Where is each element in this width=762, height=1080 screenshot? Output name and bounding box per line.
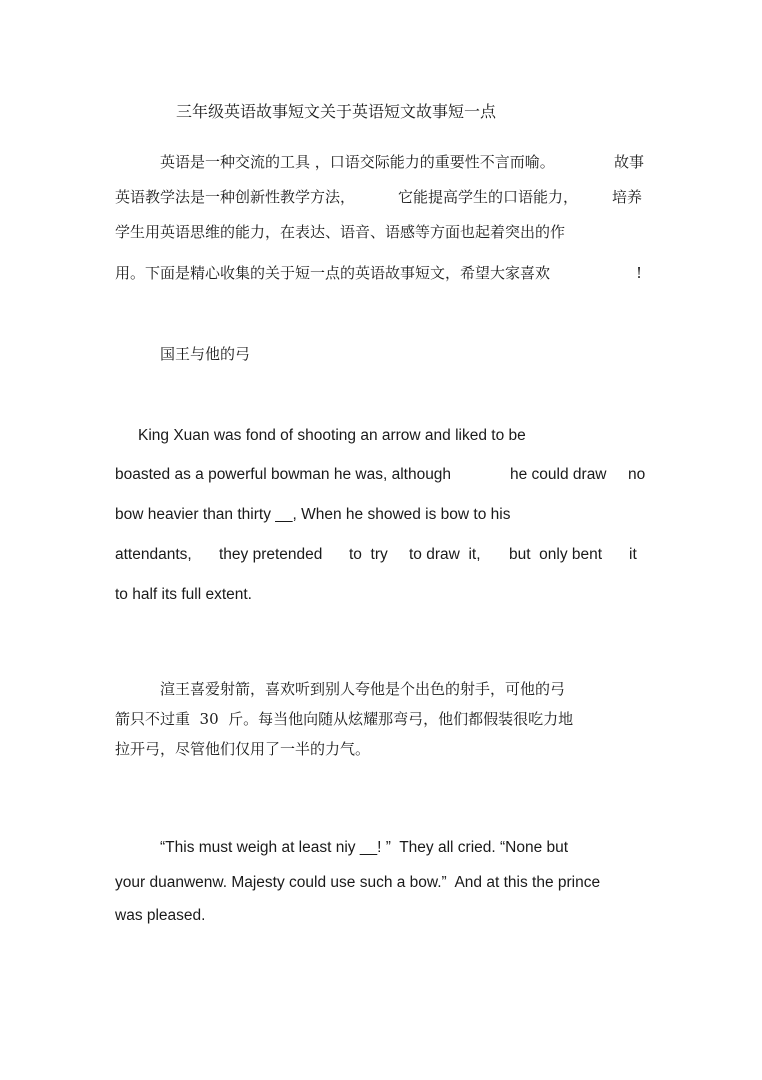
intro-line-1-tail: 故事 [614, 153, 645, 171]
english-p1-line-4-c: to try [349, 546, 388, 563]
intro-line-4: 用。下面是精心收集的关于短一点的英语故事短文，希望大家喜欢 [115, 264, 551, 282]
story-title: 国王与他的弓 [160, 345, 251, 363]
english-p1-line-4-e: but only bent [509, 546, 603, 563]
english-p1-line-4-d: to draw it, [409, 546, 481, 563]
english-p2-line-1: “This must weigh at least niy __! ” They all cried. “None but [160, 839, 569, 856]
intro-line-2: 英语教学法是一种创新性教学方法， [115, 188, 356, 206]
english-p1-line-2: boasted as a powerful bowman he was, although [115, 466, 452, 483]
chinese-p1-line-1: 渲王喜爱射箭，喜欢听到别人夸他是个出色的射手，可他的弓 [160, 680, 566, 698]
english-p2-line-2: your duanwenw. Majesty could use such a bow.” And at this the prince [115, 874, 601, 891]
english-p1-line-4-b: they pretended [219, 546, 323, 563]
english-p1-line-4-f: it [629, 546, 637, 563]
intro-line-3: 学生用英语思维的能力，在表达、语音、语感等方面也起着突出的作 [115, 223, 566, 241]
english-p1-line-4-a: attendants, [115, 546, 192, 563]
english-p1-line-5: to half its full extent. [115, 586, 252, 603]
english-p1-line-1: King Xuan was fond of shooting an arrow and liked to be [138, 427, 526, 444]
intro-line-2-tail: 培养 [612, 188, 643, 206]
chinese-p1-line-3: 拉开弓，尽管他们仅用了一半的力气。 [115, 740, 371, 758]
english-p1-line-2-mid: he could draw [510, 466, 607, 483]
intro-line-2-mid: 它能提高学生的口语能力， [398, 188, 579, 206]
intro-line-1: 英语是一种交流的工具 ，口语交际能力的重要性不言而喻。 [160, 153, 555, 171]
intro-line-4-tail: ! [636, 264, 643, 282]
english-p1-line-2-tail: no [628, 466, 646, 483]
english-p1-line-3: bow heavier than thirty __, When he showed is bow to his [115, 506, 511, 523]
english-p2-line-3: was pleased. [115, 907, 206, 924]
document-title: 三年级英语故事短文关于英语短文故事短一点 [176, 102, 497, 121]
chinese-p1-line-2: 箭只不过重 30 斤。每当他向随从炫耀那弯弓，他们都假装很吃力地 [115, 710, 574, 728]
